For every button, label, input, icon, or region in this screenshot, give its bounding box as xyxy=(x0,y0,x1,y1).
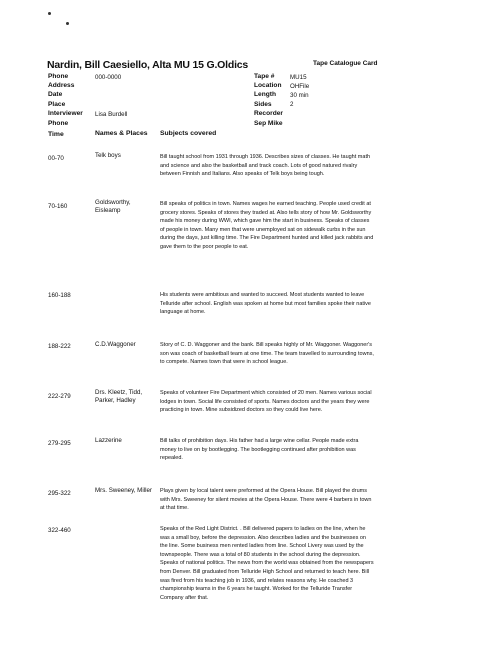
sides-value: 2 xyxy=(290,101,294,108)
interviewer-phone-label: Phone xyxy=(48,120,69,127)
time-column-header: Time xyxy=(48,131,64,138)
entry-time: 222-279 xyxy=(48,393,71,400)
subjects-column-header: Subjects covered xyxy=(160,130,217,137)
phone-label: Phone xyxy=(48,73,69,80)
entry-time: 70-160 xyxy=(48,203,68,210)
interviewer-label: Interviewer xyxy=(48,110,83,117)
sides-label: Sides xyxy=(254,101,272,108)
location-label: Location xyxy=(254,82,282,89)
scan-mark-top2 xyxy=(66,22,69,25)
entry-description: Bill speaks of politics in town. Names wages he earned teaching. People used credit at grocery stores. Speaks of stores they traded at. Also tells story of how Mr. Goldsworthy made his money during WWI, which gave him the start in business. Speaks of classes of people in town. Many men that were unemployed sat on sidewalk curbs in the sun during the days, just killing time. The Fire Department hunted and killed jack rabbits and gave them to the poor people to eat. xyxy=(160,201,374,250)
place-label: Place xyxy=(48,101,66,108)
phone-value: 000-0000 xyxy=(95,74,122,81)
date-label: Date xyxy=(48,91,63,98)
length-label: Length xyxy=(254,91,276,98)
entry-names: Drs. Kleetz, Tidd, Parker, Hadley xyxy=(95,389,143,404)
entry-description: Story of C. D. Waggoner and the bank. Bill speaks highly of Mr. Waggoner. Waggoner's son was coach of basketball team at one time. The team travelled to surrounding towns, to compete. Names town that were in school league. xyxy=(160,342,374,366)
entry-time: 322-460 xyxy=(48,527,71,534)
location-value: OHFile xyxy=(290,83,310,90)
entry-time: 188-222 xyxy=(48,343,71,350)
tape-number-value: MU15 xyxy=(290,74,307,81)
tape-number-label: Tape # xyxy=(254,73,275,80)
entry-description: His students were ambitious and wanted to succeed. Most students wanted to leave Telluride after school. English was spoken at home but most families spoke their native language at home. xyxy=(160,292,371,316)
entry-description: Plays given by local talent were preformed at the Opera House. Bill played the drums with Mrs. Sweeney for silent movies at the Opera House. There were 4 barbers in town at that time. xyxy=(160,488,372,512)
entry-names: Lazzerine xyxy=(95,437,122,444)
sep-mike-label: Sep Mike xyxy=(254,120,283,127)
entry-time: 295-322 xyxy=(48,490,71,497)
entry-description: Bill talks of prohibition days. His father had a large wine cellar. People made extra money to live on by bootlegging. The bootlegging continued after prohibition was repealed. xyxy=(160,438,359,462)
entry-time: 279-295 xyxy=(48,440,71,447)
entry-names: Mrs. Sweeney, Miller xyxy=(95,487,152,494)
entry-names: Goldsworthy, Eisleamp xyxy=(95,199,131,214)
recorder-label: Recorder xyxy=(254,110,283,117)
entry-names: Telk boys xyxy=(95,152,121,159)
entry-time: 00-70 xyxy=(48,155,64,162)
entry-description: Bill taught school from 1931 through 1936. Describes sizes of classes. He taught math and science and also the basketball and track coach. Lots of good natured rivalry between Finnish and Italians. Also speaks of Telk boys being tough. xyxy=(160,154,371,178)
length-value: 30 min xyxy=(290,92,309,99)
address-label: Address xyxy=(48,82,75,89)
tape-catalogue-heading: Tape Catalogue Card xyxy=(313,60,378,67)
entry-description: Speaks of the Red Light District. . Bill delivered papers to ladies on the line, when he was a small boy, before the depression. Also describes ladies and the businesses on the line. Some business men rented ladies from line. School Livery was used by the townspeople. There was a total of 80 students in the school during the depression. Speaks of national politics. The news from the world was obtained from the newspapers from Denver. Bill graduated from Telluride High School and returned to teach here. Bill was fired from his teaching job in 1936, and relates reasons why. He coached 3 championship teams in the 6 years he taught. Worked for the Telluride Transfer Company after that. xyxy=(160,526,374,601)
card-title: Nardin, Bill Caesiello, Alta MU 15 G.Oldics xyxy=(47,59,249,71)
entry-names: C.D.Waggoner xyxy=(95,341,136,348)
names-column-header: Names & Places xyxy=(95,130,148,137)
interviewer-value: Lisa Burdell xyxy=(95,111,128,118)
entry-description: Speaks of volunteer Fire Department which consisted of 20 men. Names various social lodges in town. Social life consisted of sports. Names doctors and the years they were practicing in town. Mine subsidized doctors so they could live here. xyxy=(160,390,372,414)
entry-time: 160-188 xyxy=(48,292,71,299)
scan-mark-top xyxy=(48,12,51,15)
